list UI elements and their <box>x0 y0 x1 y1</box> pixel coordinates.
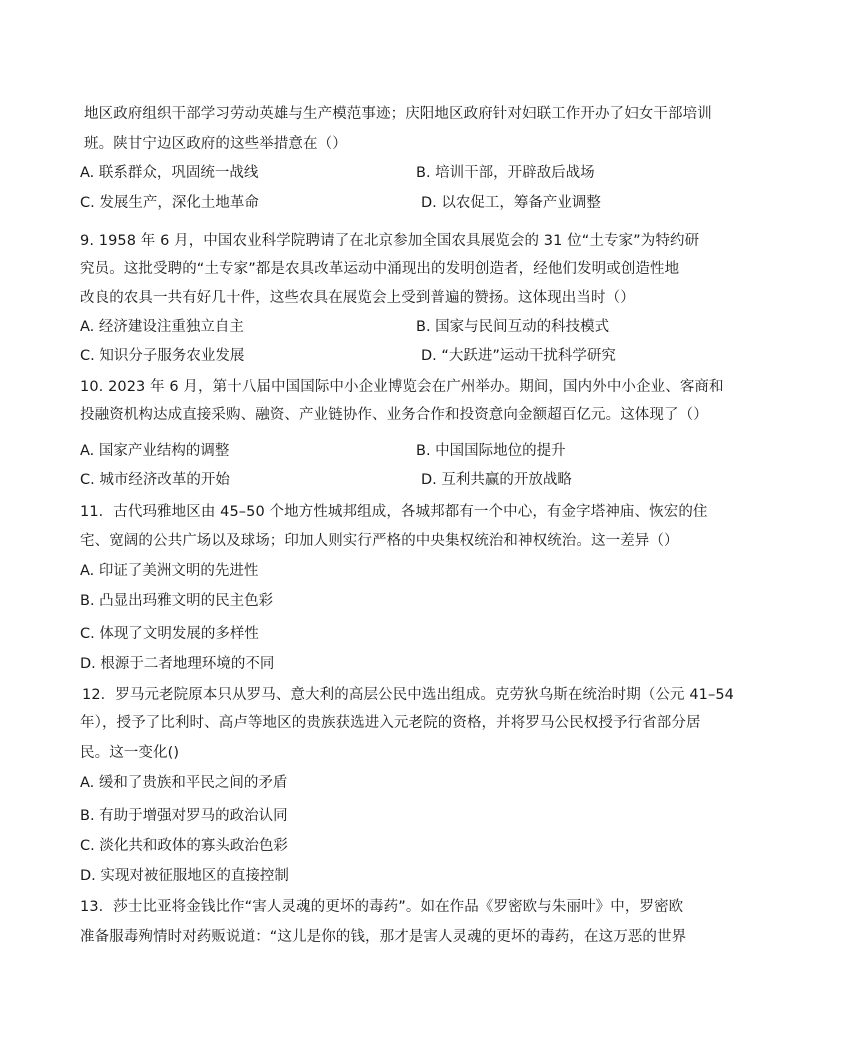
q10-line-2: 投融资机构达成直接采购、融资、产业链协作、业务合作和投资意向金额超百亿元。这体现了（） <box>80 407 708 423</box>
q9-option-c: C. 知识分子服务农业发展 <box>80 348 245 364</box>
q12-line-3: 民。这一变化() <box>80 745 180 761</box>
q8-option-b: B. 培训干部，开辟敌后战场 <box>416 165 595 181</box>
q10-line-1: 10. 2023 年 6 月，第十八届中国国际中小企业博览会在广州举办。期间，国内外中小企业、客商和 <box>80 379 724 395</box>
q11-option-a: A. 印证了美洲文明的先进性 <box>80 563 259 579</box>
q11-line-2: 宅、宽阔的公共广场以及球场；印加人则实行严格的中央集权统治和神权统治。这一差异（） <box>80 533 679 549</box>
q12-option-d: D. 实现对被征服地区的直接控制 <box>80 868 289 884</box>
q9-line-3: 改良的农具一共有好几十件，这些农具在展览会上受到普遍的赞扬。这体现出当时（） <box>80 290 635 306</box>
q8-option-d: D. 以农促工，筹备产业调整 <box>421 195 601 211</box>
q9-line-1: 9. 1958 年 6 月，中国农业科学院聘请了在北京参加全国农具展览会的 31 位“土专家”为特约研 <box>80 233 700 249</box>
q11-option-d: D. 根源于二者地理环境的不同 <box>80 656 275 672</box>
q13-line-2: 准备服毒殉情时对药贩说道：“这儿是你的钱，那才是害人灵魂的更坏的毒药，在这万恶的世界 <box>80 929 687 945</box>
q10-option-b: B. 中国国际地位的提升 <box>416 443 566 459</box>
q13-line-1: 13．莎士比亚将金钱比作“害人灵魂的更坏的毒药”。如在作品《罗密欧与朱丽叶》中，罗密欧 <box>80 899 684 915</box>
q9-option-d: D. “大跃进”运动干扰科学研究 <box>421 348 616 364</box>
q8-option-a: A. 联系群众，巩固统一战线 <box>80 165 259 181</box>
q12-line-2: 年），授予了比利时、高卢等地区的贵族获选进入元老院的资格，并将罗马公民权授予行省部分居 <box>80 715 701 731</box>
q12-option-c: C. 淡化共和政体的寡头政治色彩 <box>80 838 288 854</box>
q12-option-a: A. 缓和了贵族和平民之间的矛盾 <box>80 775 288 791</box>
q10-option-d: D. 互利共赢的开放战略 <box>421 472 572 488</box>
q12-line-1: 12．罗马元老院原本只从罗马、意大利的高层公民中选出组成。克劳狄乌斯在统治时期（公元 41–54 <box>82 687 735 703</box>
q11-option-c: C. 体现了文明发展的多样性 <box>80 626 259 642</box>
q8-line-1: 地区政府组织干部学习劳动英雄与生产模范事迹；庆阳地区政府针对妇联工作开办了妇女干部培训 <box>84 106 712 122</box>
q9-option-a: A. 经济建设注重独立自主 <box>80 319 244 335</box>
q10-option-a: A. 国家产业结构的调整 <box>80 443 230 459</box>
q9-line-2: 究员。这批受聘的“土专家”都是农具改革运动中涌现出的发明创造者，经他们发明或创造性地 <box>80 261 680 277</box>
q8-option-c: C. 发展生产，深化土地革命 <box>80 195 259 211</box>
q12-option-b: B. 有助于增强对罗马的政治认同 <box>80 808 288 824</box>
q11-line-1: 11．古代玛雅地区由 45–50 个地方性城邦组成，各城邦都有一个中心，有金字塔神庙、恢宏的住 <box>80 504 708 520</box>
q8-line-2: 班。陕甘宁边区政府的这些举措意在（） <box>84 136 347 152</box>
q11-option-b: B. 凸显出玛雅文明的民主色彩 <box>80 593 274 609</box>
q10-option-c: C. 城市经济改革的开始 <box>80 472 230 488</box>
q9-option-b: B. 国家与民间互动的科技模式 <box>416 319 610 335</box>
